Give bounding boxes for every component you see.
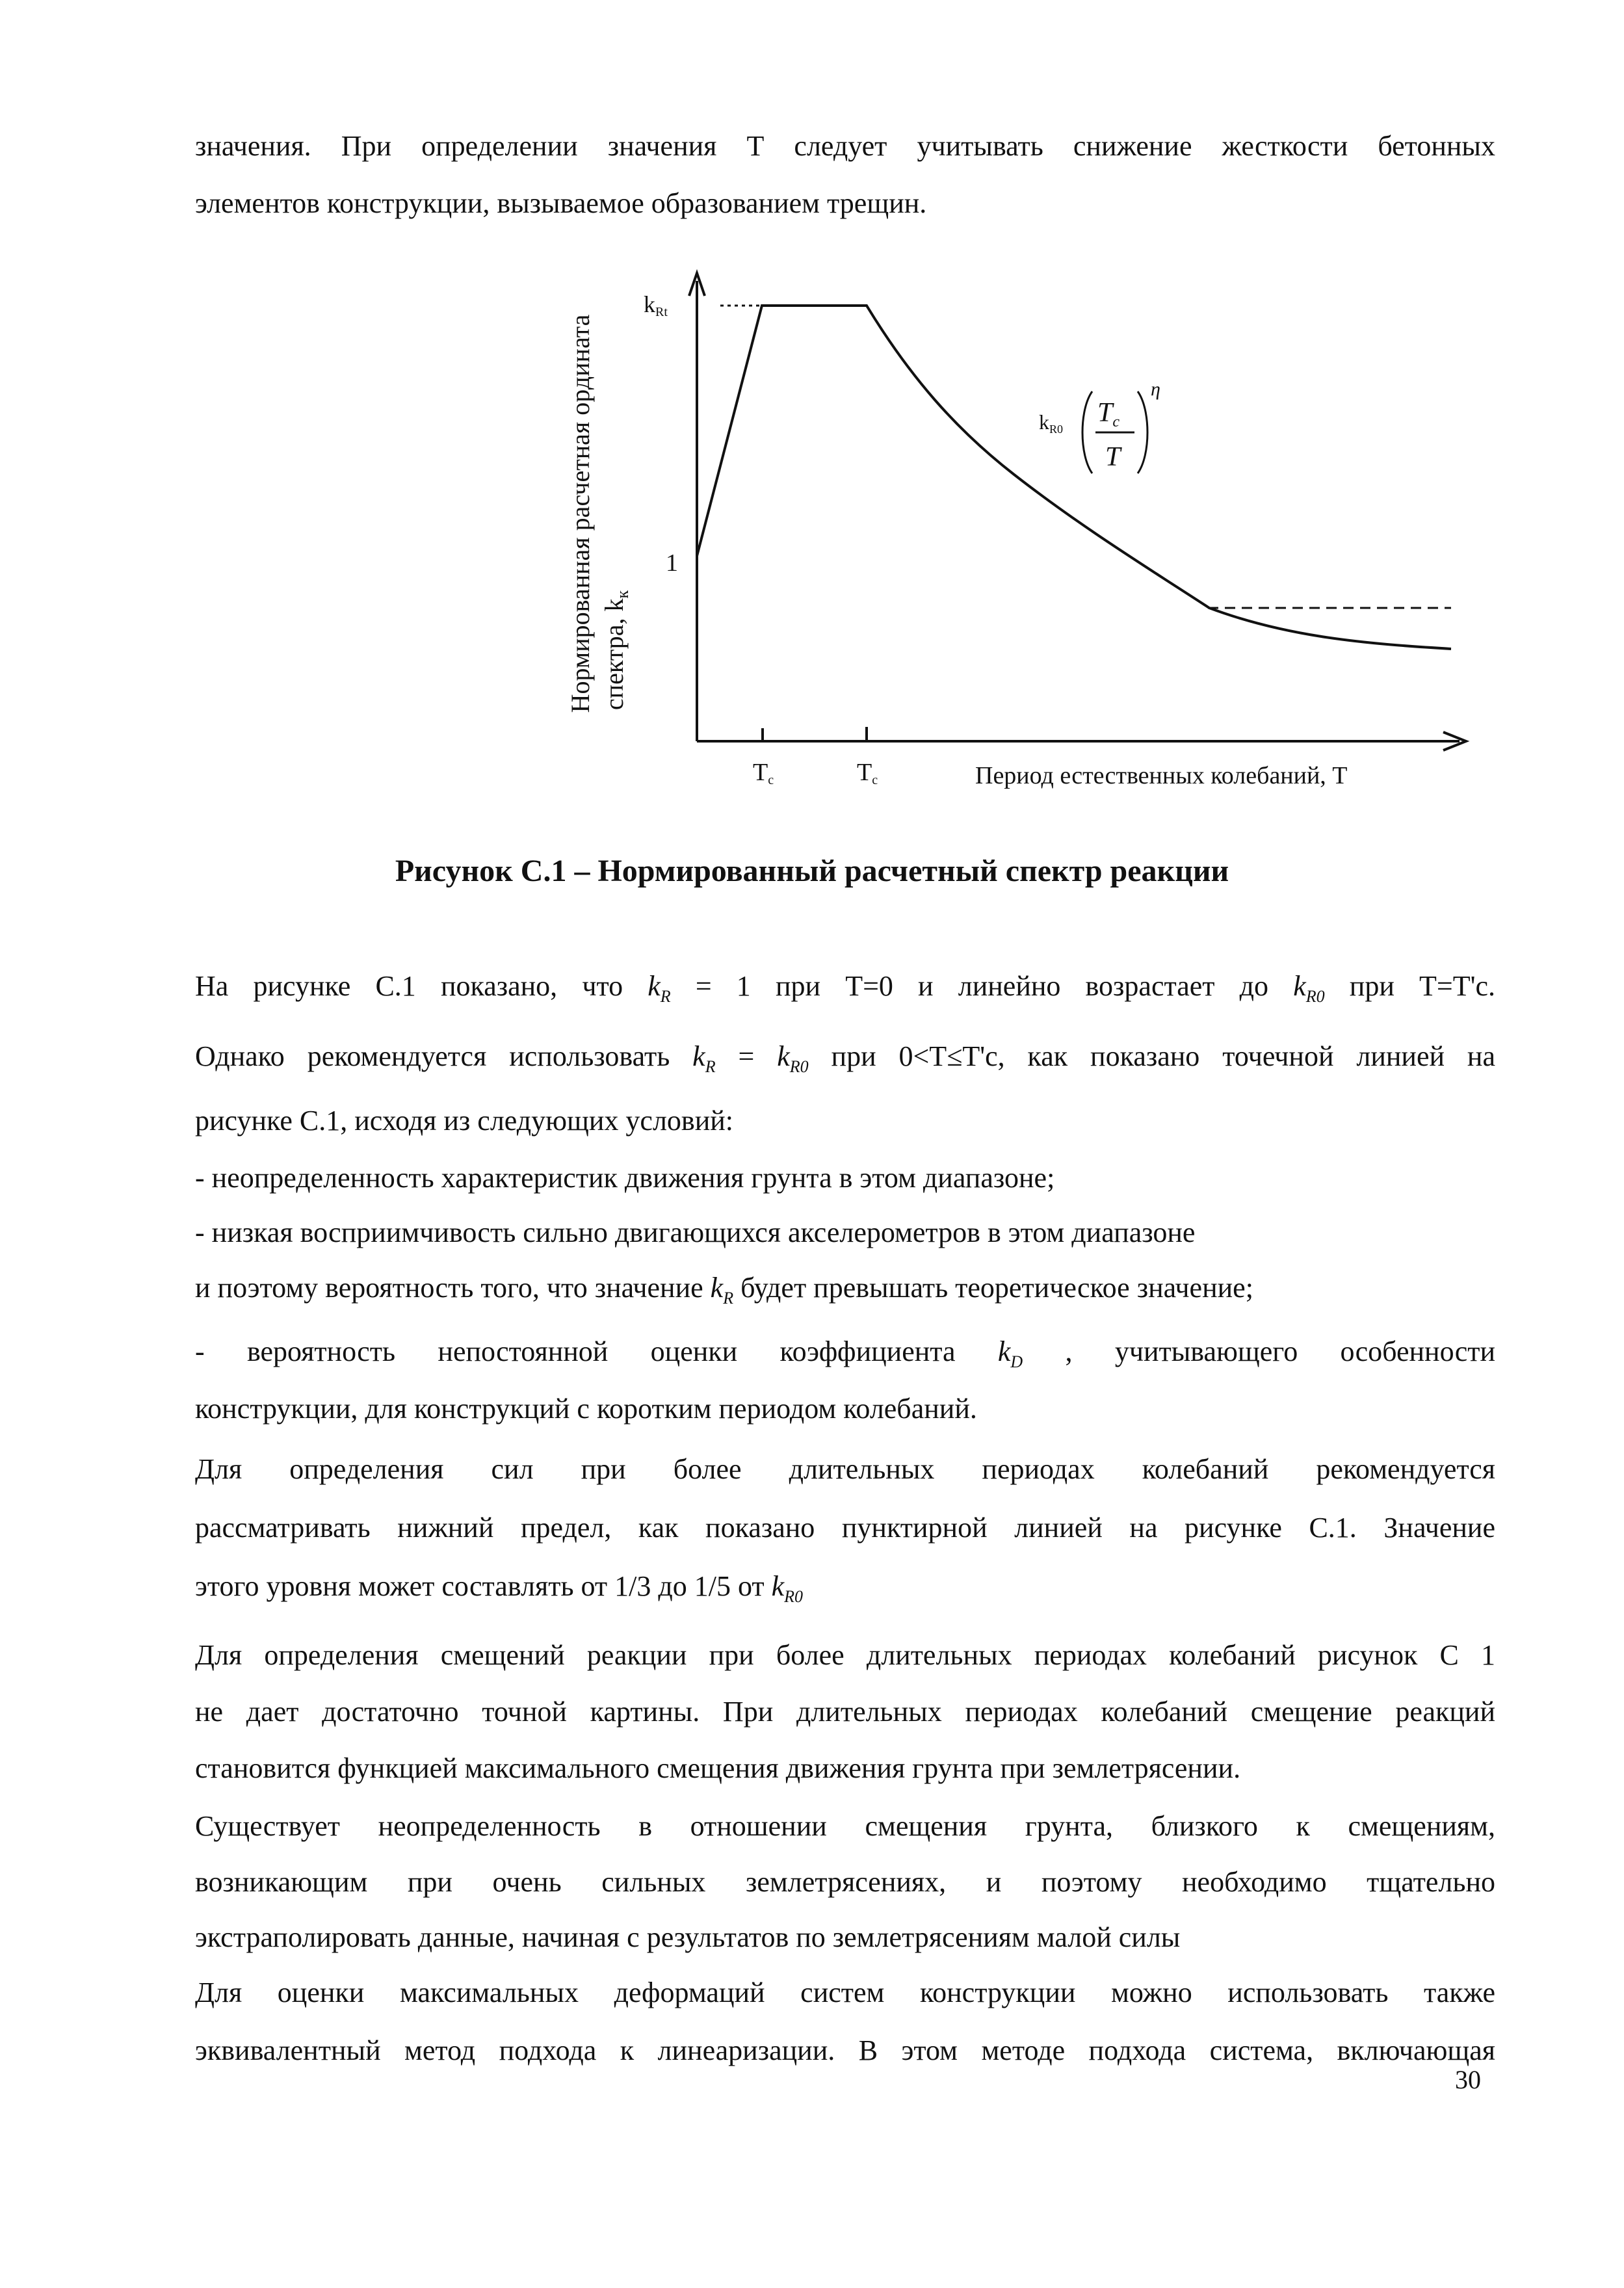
text-line: не дает достаточно точной картины. При длительных периодах колебаний смещение реакций [195, 1696, 1495, 1728]
y-axis-label-line1: Нормированная расчетная ордината [566, 314, 595, 713]
text-line: возникающим при очень сильных землетрясениях, и поэтому необходимо тщательно [195, 1866, 1495, 1898]
text-line: Для определения смещений реакции при более длительных периодах колебаний рисунок С 1 [195, 1639, 1495, 1671]
text-line: - вероятность непостоянной оценки коэффициента $k_D$ , учитывающего особенности [195, 1335, 1496, 1371]
text-line: рисунке С.1, исходя из следующих условий: [195, 1105, 734, 1137]
text-line: Для определения сил при более длительных периодах колебаний рекомендуется [195, 1453, 1495, 1485]
y-tick-one: 1 [666, 549, 678, 577]
decay-formula [1039, 378, 1160, 473]
x-tick-tc-label: Тc [753, 759, 774, 787]
text-line: этого уровня может составлять от 1/3 до 1/5 от $k_{R0}$ [195, 1570, 804, 1606]
figure-caption: Рисунок С.1 – Нормированный расчетный спектр реакции [395, 854, 1229, 888]
svg-text:η: η [1151, 378, 1160, 400]
text-line: и поэтому вероятность того, что значение $k_R$ будет превышать теоретическое значение; [195, 1272, 1253, 1308]
y-tick-kr0: kRt [644, 291, 668, 319]
text-line: Для оценки максимальных деформаций систем конструкции можно использовать также [195, 1977, 1495, 2008]
y-axis-label-line2: спектра, $k_к$ [599, 590, 632, 711]
svg-text:T: T [1105, 442, 1121, 472]
svg-text:kR0: kR0 [1039, 410, 1064, 436]
x-axis-label: Период естественных колебаний, Т [975, 762, 1348, 789]
text-line: На рисунке С.1 показано, что $k_R = 1$ при Т=0 и линейно возрастает до $k_{R0}$ при Т=Т'с. [195, 970, 1496, 1006]
spectrum-curve [697, 306, 1451, 649]
text-line: конструкции, для конструкций с коротким периодом колебаний. [195, 1393, 977, 1425]
text-line: значения. При определении значения Т следует учитывать снижение жесткости бетонных [195, 130, 1495, 162]
text-line: - неопределенность характеристик движения грунта в этом диапазоне; [195, 1162, 1055, 1194]
page-number: 30 [1455, 2065, 1481, 2094]
text-line: - низкая восприимчивость сильно двигающихся акселерометров в этом диапазоне [195, 1216, 1196, 1248]
text-line: Однако рекомендуется использовать $k_R = k_{R0}$ при 0<T≤T'с, как показано точечной линией на [195, 1040, 1496, 1076]
response-spectrum-figure [0, 0, 1624, 845]
text-line: элементов конструкции, вызываемое образованием трещин. [195, 187, 927, 219]
svg-text:Tc: Tc [1097, 398, 1120, 430]
text-line: становится функцией максимального смещения движения грунта при землетрясении. [195, 1752, 1241, 1784]
text-line: Существует неопределенность в отношении смещения грунта, близкого к смещениям, [195, 1810, 1495, 1842]
x-tick-tc-prime-label: Тc [857, 759, 878, 787]
text-line: эквивалентный метод подхода к линеаризации. В этом методе подхода система, включающая [195, 2034, 1495, 2066]
text-line: рассматривать нижний предел, как показано пунктирной линией на рисунке С.1. Значение [195, 1512, 1495, 1544]
text-line: экстраполировать данные, начиная с результатов по землетрясениям малой силы [195, 1921, 1181, 1953]
